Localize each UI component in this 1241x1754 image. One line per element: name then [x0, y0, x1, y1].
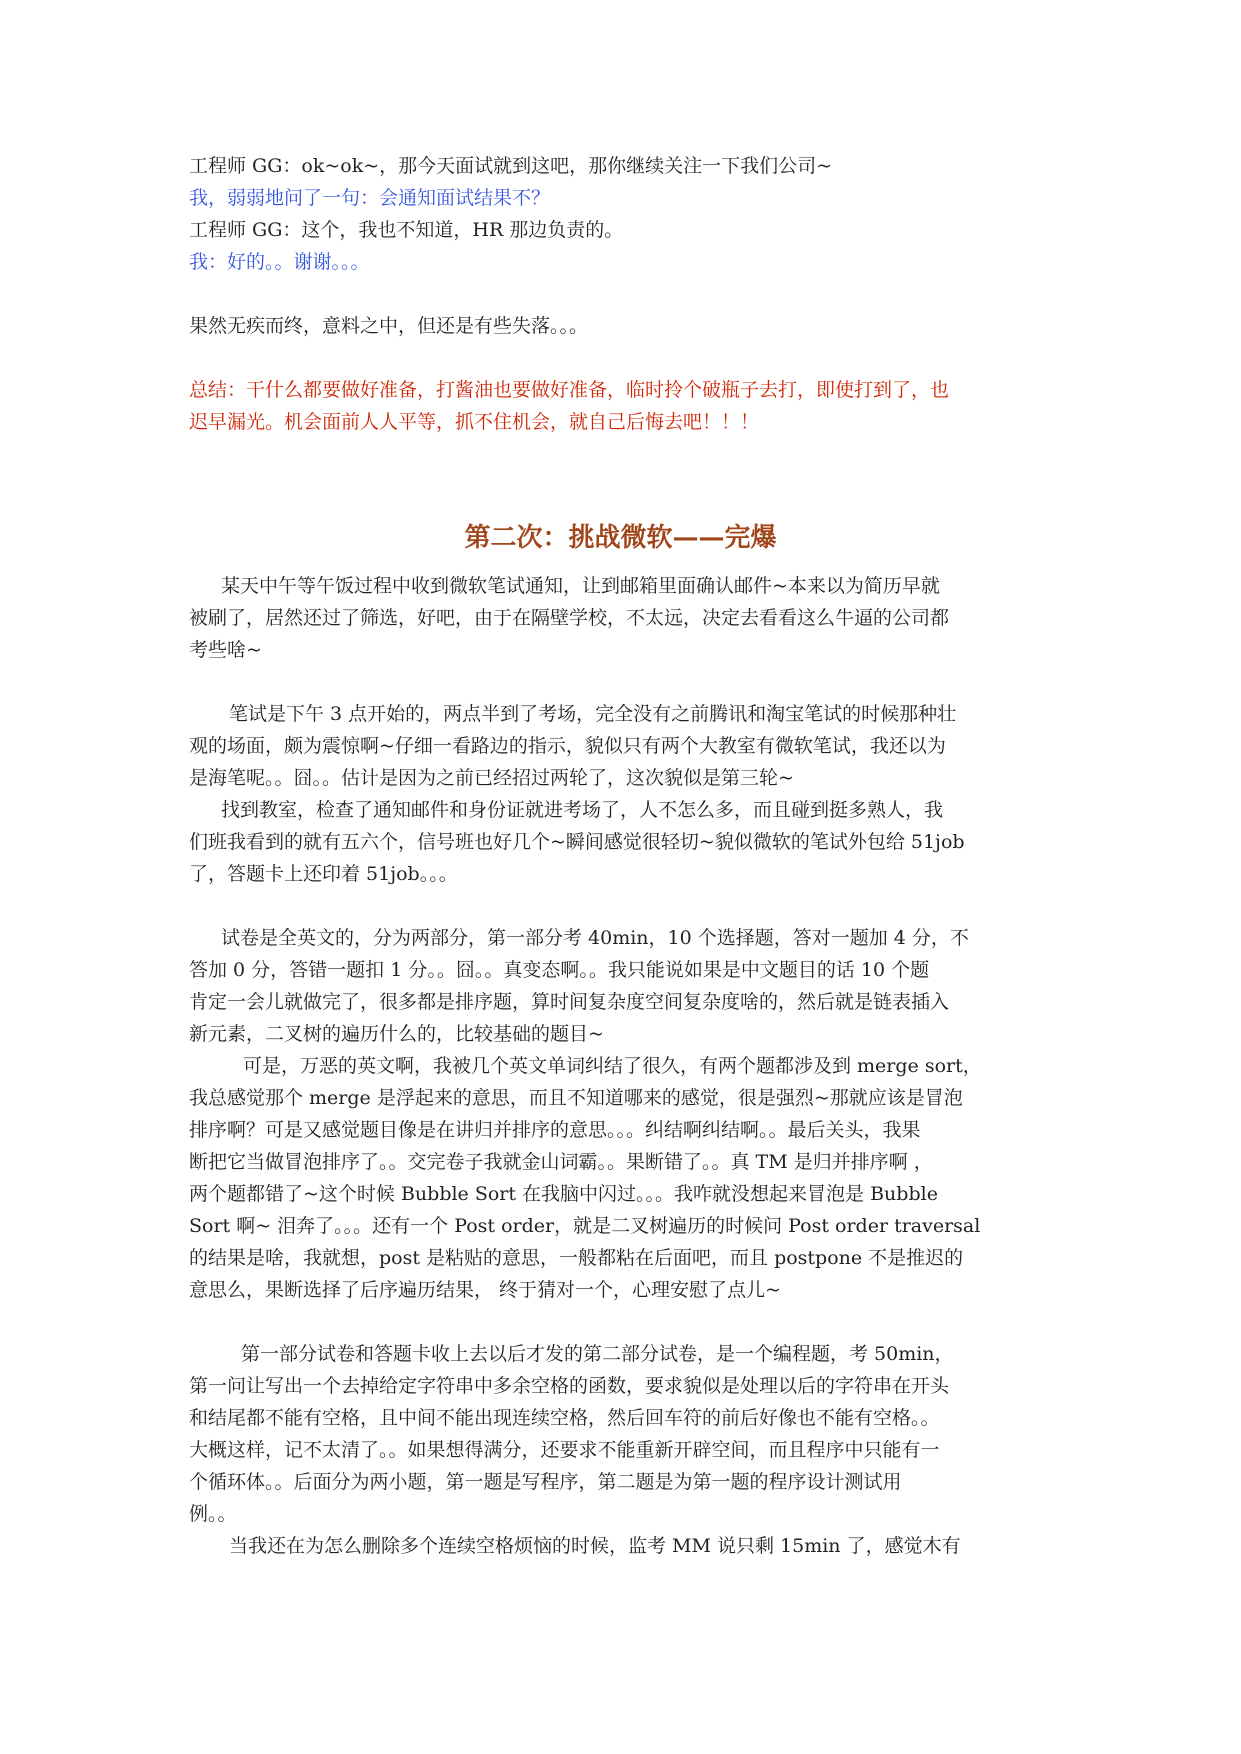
- paragraph-line: 某天中午等午饭过程中收到微软笔试通知，让到邮箱里面确认邮件~本来以为简历早就: [221, 575, 940, 597]
- section-heading: 第二次：挑战微软——完爆: [464, 523, 777, 553]
- paragraph-line: 和结尾都不能有空格，且中间不能出现连续空格，然后回车符的前后好像也不能有空格。。: [189, 1407, 940, 1429]
- paragraph-line: 例。。: [189, 1503, 237, 1525]
- paragraph-line: 肯定一会儿就做完了，很多都是排序题，算时间复杂度空间复杂度啥的，然后就是链表插入: [189, 991, 950, 1013]
- summary-line: 总结：干什么都要做好准备，打酱油也要做好准备，临时拎个破瓶子去打，即使打到了，也: [189, 379, 950, 401]
- dialogue-line: 工程师 GG：这个，我也不知道，HR 那边负责的。: [189, 219, 624, 241]
- paragraph-line: 考些啥~: [189, 639, 262, 661]
- paragraph-line: 大概这样，记不太清了。。如果想得满分，还要求不能重新开辟空间，而且程序中只能有一: [189, 1439, 940, 1461]
- paragraph-line: 当我还在为怎么删除多个连续空格烦恼的时候，监考 MM 说只剩 15min 了，感觉木有: [229, 1535, 961, 1557]
- paragraph-line: 意思么，果断选择了后序遍历结果， 终于猜对一个，心理安慰了点儿~: [189, 1279, 781, 1301]
- paragraph-line: 的结果是啥，我就想，post 是粘贴的意思，一般都粘在后面吧，而且 postpone 不是推迟的: [189, 1247, 964, 1269]
- dialogue-line: 工程师 GG：ok~ok~，那今天面试就到这吧，那你继续关注一下我们公司~: [189, 155, 833, 177]
- paragraph-line: 我总感觉那个 merge 是浮起来的意思，而且不知道哪来的感觉，很是强烈~那就应该是冒泡: [189, 1087, 963, 1109]
- paragraph-line: 是海笔呢。。囧。。估计是因为之前已经招过两轮了，这次貌似是第三轮~: [189, 767, 794, 789]
- paragraph-line: 可是，万恶的英文啊，我被几个英文单词纠结了很久，有两个题都涉及到 merge sort，: [243, 1055, 982, 1077]
- paragraph-line: 找到教室，检查了通知邮件和身份证就进考场了，人不怎么多，而且碰到挺多熟人，我: [221, 799, 944, 821]
- paragraph-line: 观的场面，颇为震惊啊~仔细一看路边的指示，貌似只有两个大教室有微软笔试，我还以为: [189, 735, 946, 757]
- paragraph-line: 被刷了，居然还过了筛选，好吧，由于在隔壁学校，不太远，决定去看看这么牛逼的公司都: [189, 607, 950, 629]
- paragraph-line: 第一部分试卷和答题卡收上去以后才发的第二部分试卷，是一个编程题，考 50min，: [241, 1343, 954, 1365]
- paragraph-line: 试卷是全英文的，分为两部分，第一部分考 40min，10 个选择题，答对一题加 4 分，不: [221, 927, 969, 949]
- paragraph-line: 断把它当做冒泡排序了。。交完卷子我就金山词霸。。果断错了。。真 TM 是归并排序啊 ，: [189, 1151, 933, 1173]
- paragraph-line: 排序啊？可是又感觉题目像是在讲归并排序的意思。。。纠结啊纠结啊。。最后关头，我果: [189, 1119, 921, 1141]
- dialogue-line: 我，弱弱地问了一句：会通知面试结果不？: [189, 187, 551, 209]
- paragraph-line: 个循环体。。后面分为两小题，第一题是写程序，第二题是为第一题的程序设计测试用: [189, 1471, 902, 1493]
- paragraph-line: 了，答题卡上还印着 51job。。。: [189, 863, 458, 885]
- paragraph-line: 们班我看到的就有五六个，信号班也好几个~瞬间感觉很轻切~貌似微软的笔试外包给 51job: [189, 831, 965, 853]
- paragraph-line: 笔试是下午 3 点开始的，两点半到了考场，完全没有之前腾讯和淘宝笔试的时候那种壮: [229, 703, 957, 725]
- dialogue-line: 我：好的。。谢谢。。。: [189, 251, 370, 273]
- summary-line: 迟早漏光。机会面前人人平等，抓不住机会，就自己后悔去吧！！！: [189, 411, 760, 433]
- outcome-line: 果然无疾而终，意料之中，但还是有些失落。。。: [189, 315, 589, 337]
- paragraph-line: Sort 啊~ 泪奔了。。。还有一个 Post order，就是二叉树遍历的时候问 Post order traversal: [189, 1215, 981, 1237]
- paragraph-line: 第一问让写出一个去掉给定字符串中多余空格的函数，要求貌似是处理以后的字符串在开头: [189, 1375, 950, 1397]
- paragraph-line: 新元素，二叉树的遍历什么的，比较基础的题目~: [189, 1023, 604, 1045]
- paragraph-line: 两个题都错了~这个时候 Bubble Sort 在我脑中闪过。。。我咋就没想起来冒泡是 Bubble: [189, 1183, 938, 1205]
- paragraph-line: 答加 0 分，答错一题扣 1 分。。囧。。真变态啊。。我只能说如果是中文题目的话 10 个题: [189, 959, 930, 981]
